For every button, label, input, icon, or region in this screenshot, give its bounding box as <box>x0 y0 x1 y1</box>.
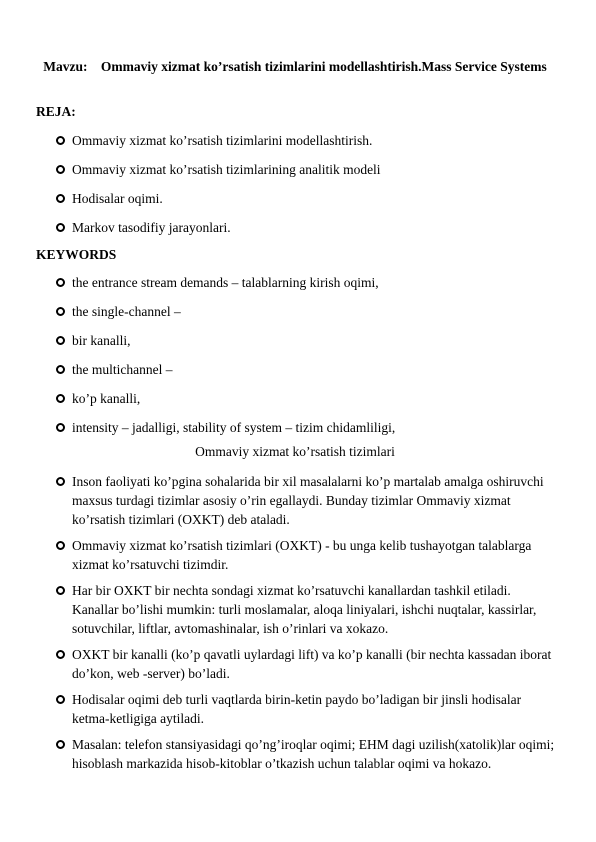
list-item: Inson faoliyati ko’pgina sohalarida bir xil masalalarni ko’p martalab amalga oshiruvchi maxsus turdagi tizimlar asosiy o’rin egallaydi. Bunday tizimlar Ommaviy xizmat ko’rsatish tizimlari (OXKT) deb ataladi. <box>56 472 560 529</box>
reja-heading: REJA: <box>36 104 76 119</box>
bullet-icon <box>56 650 65 659</box>
bullet-icon <box>56 423 65 432</box>
keywords-list <box>56 273 560 437</box>
bullet-icon <box>56 394 65 403</box>
list-item: Ommaviy xizmat ko’rsatish tizimlarini modellashtirish. <box>56 131 560 150</box>
bullet-icon <box>56 586 65 595</box>
list-item: Ommaviy xizmat ko’rsatish tizimlari (OXKT) - bu unga kelib tushayotgan talablarga xizmat ko’rsatuvchi tizimdir. <box>56 536 560 574</box>
list-item: OXKT bir kanalli (ko’p qavatli uylardagi lift) va ko’p kanalli (bir nechta kassadan iborat do’kon, web -server) bo’ladi. <box>56 645 560 683</box>
bullet-icon <box>56 336 65 345</box>
bullet-icon <box>56 740 65 749</box>
list-item: the multichannel – <box>56 360 560 379</box>
list-item: Masalan: telefon stansiyasidagi qo’ng’iroqlar oqimi; EHM dagi uzilish(xatolik)lar oqimi; hisoblash markazida hisob-kitoblar o’tkazish uchun talablar oqimi va hokazo. <box>56 735 560 773</box>
list-item: ko’p kanalli, <box>56 389 560 408</box>
list-item: the single-channel – <box>56 302 560 321</box>
bullet-icon <box>56 477 65 486</box>
document-title <box>40 57 550 76</box>
list-item: intensity – jadalligi, stability of system – tizim chidamliligi, <box>56 418 560 437</box>
list-item: Hodisalar oqimi deb turli vaqtlarda birin-ketin paydo bo’ladigan bir jinsli hodisalar ketma-ketligiga aytiladi. <box>56 690 560 728</box>
bullet-icon <box>56 136 65 145</box>
list-item: Markov tasodifiy jarayonlari. <box>56 218 560 237</box>
section-list <box>56 472 560 773</box>
section-title: Ommaviy xizmat ko’rsatish tizimlari <box>195 444 395 459</box>
list-item: bir kanalli, <box>56 331 560 350</box>
bullet-icon <box>56 194 65 203</box>
bullet-icon <box>56 541 65 550</box>
title-text: Ommaviy xizmat ko’rsatish tizimlarini modellashtirish.Mass Service Systems <box>100 59 547 74</box>
keywords-heading: KEYWORDS <box>36 247 117 262</box>
list-item: Hodisalar oqimi. <box>56 189 560 208</box>
list-item: the entrance stream demands – talablarning kirish oqimi, <box>56 273 560 292</box>
bullet-icon <box>56 307 65 316</box>
reja-list <box>56 131 560 237</box>
bullet-icon <box>56 695 65 704</box>
bullet-icon <box>56 223 65 232</box>
bullet-icon <box>56 278 65 287</box>
bullet-icon <box>56 165 65 174</box>
title-label: Mavzu: <box>43 59 88 74</box>
list-item: Ommaviy xizmat ko’rsatish tizimlarining analitik modeli <box>56 160 560 179</box>
list-item: Har bir OXKT bir nechta sondagi xizmat ko’rsatuvchi kanallardan tashkil etiladi. Kanallar bo’lishi mumkin: turli moslamalar, aloqa liniyalari, ishchi nuqtalar, kassirlar, sotuvchilar, liftlar, avtomashinalar, ish o’rinlari va xokazo. <box>56 581 560 638</box>
bullet-icon <box>56 365 65 374</box>
